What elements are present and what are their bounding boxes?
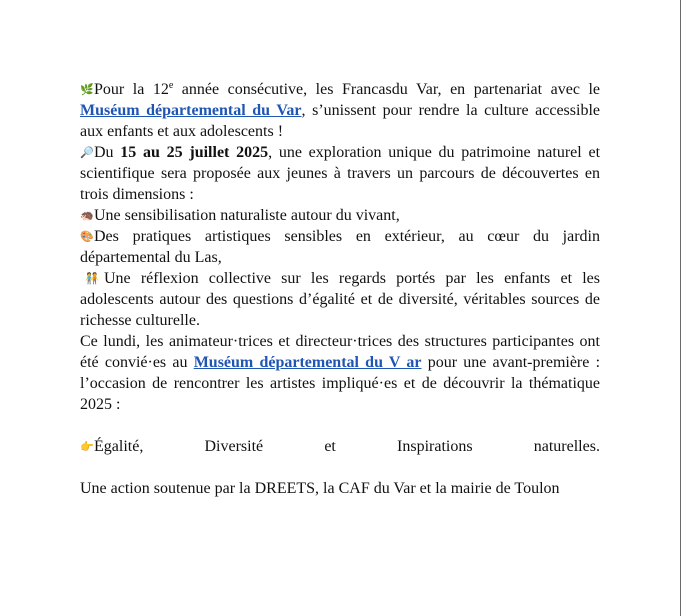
dates-paragraph: 🔎Du 15 au 25 juillet 2025, une exploration unique du patrimoine naturel et scientifique sera proposée aux jeunes à travers un parcours de découvertes en trois dimensions : <box>80 144 601 203</box>
seedling-icon: 🌿 <box>80 83 94 96</box>
slogan-word: et <box>324 438 336 455</box>
palette-icon: 🎨 <box>80 230 94 243</box>
event-dates: 15 au 25 juillet 2025 <box>120 144 269 161</box>
hedgehog-icon: 🦔 <box>80 209 94 222</box>
ordinal-superscript: e <box>168 80 174 91</box>
support-paragraph: Une action soutenue par la DREETS, la CAF du Var et la mairie de Toulon <box>80 480 560 497</box>
slogan-word: Diversité <box>204 438 264 455</box>
spacer <box>80 457 600 478</box>
post-text <box>80 79 600 499</box>
museum-link[interactable]: Muséum départemental du Var <box>80 102 302 119</box>
people-icon: 🧑‍🤝‍🧑 <box>85 272 99 285</box>
page-border <box>680 0 681 616</box>
list-item: 🦔Une sensibilisation naturaliste autour du vivant, <box>80 207 400 224</box>
magnifier-icon: 🔎 <box>80 146 94 159</box>
slogan-word: Inspirations <box>397 438 473 455</box>
list-item: 🎨Des pratiques artistiques sensibles en extérieur, au cœur du jardin départemental du Las, <box>80 228 600 266</box>
slogan-word: 👉Égalité, <box>80 438 144 455</box>
intro-paragraph: 🌿Pour la 12e année consécutive, les Francasdu Var, en partenariat avec le Muséum départemental du Var, s’unissent pour rendre la culture accessible aux enfants et aux adolescents ! <box>80 80 600 140</box>
theme-slogan <box>80 436 600 457</box>
spacer <box>80 415 600 436</box>
list-item: 🧑‍🤝‍🧑 Une réflexion collective sur les regards portés par les enfants et les adolescents autour des questions d’égalité et de diversité, véritables sources de richesse culturelle. <box>80 270 600 329</box>
pointing-hand-icon: 👉 <box>80 440 94 453</box>
museum-link-2[interactable]: Muséum départemental du V ar <box>193 354 422 371</box>
slogan-word: naturelles. <box>533 438 600 455</box>
preview-paragraph: Ce lundi, les animateur·trices et directeur·trices des structures participantes ont été convié·es au Muséum départemental du V ar pour une avant-première : l’occasion de rencontrer les artistes impliqué·es et de découvrir la thématique 2025 : <box>80 333 601 413</box>
